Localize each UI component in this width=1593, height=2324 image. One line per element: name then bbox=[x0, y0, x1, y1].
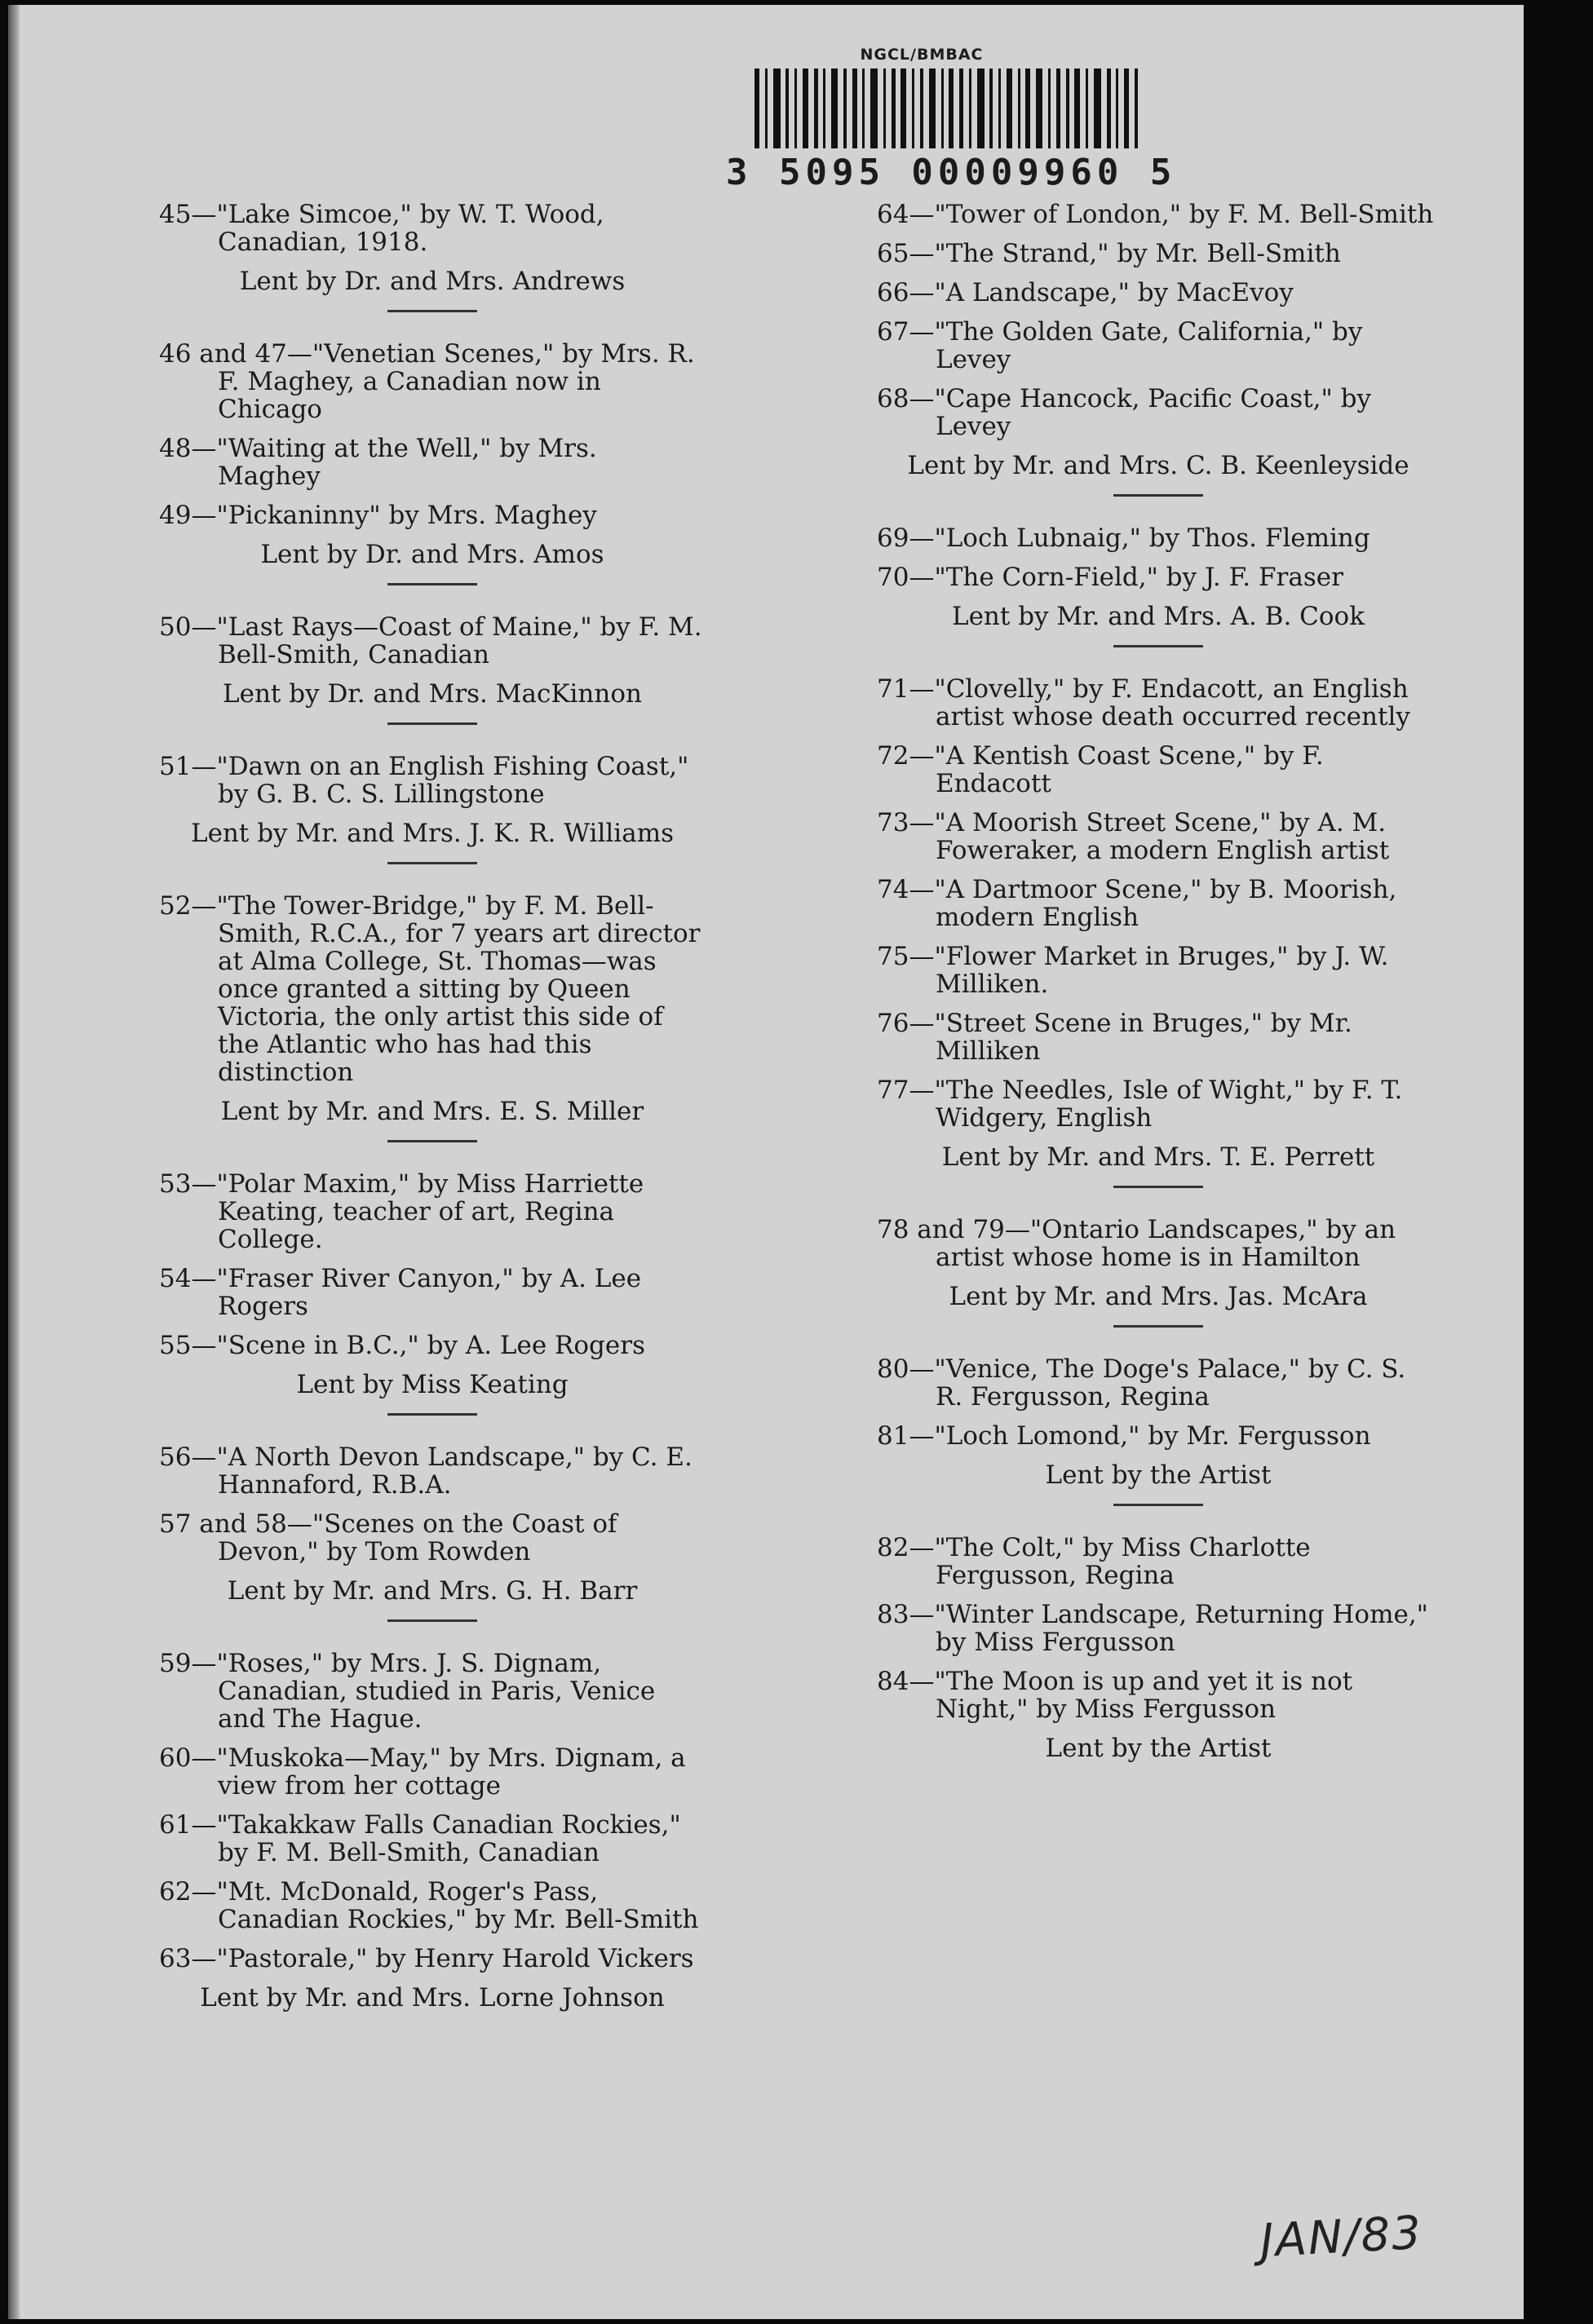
barcode-bar bbox=[1074, 68, 1080, 148]
barcode-bar bbox=[1036, 68, 1042, 148]
catalogue-entry: 52—"The Tower-Bridge," by F. M. Bell-Smith, R.C.A., for 7 years art director at Alma College, St. Thomas—was once granted a sitting by Queen Victoria, the only artist this side of the Atlantic who has had this distinction bbox=[159, 891, 701, 1087]
catalogue-entry: 65—"The Strand," by Mr. Bell-Smith bbox=[877, 239, 1341, 268]
right-column bbox=[877, 201, 1440, 1774]
barcode-bar bbox=[831, 68, 838, 148]
catalogue-entry: 75—"Flower Market in Bruges," by J. W. Milliken. bbox=[877, 942, 1389, 999]
barcode-bar bbox=[1094, 68, 1101, 148]
barcode-bar bbox=[843, 68, 847, 148]
lender-credit: Lent by the Artist bbox=[1045, 1460, 1272, 1490]
catalogue-entry: 69—"Loch Lubnaig," by Thos. Fleming bbox=[877, 524, 1370, 553]
catalogue-entry: 78 and 79—"Ontario Landscapes," by an artist whose home is in Hamilton bbox=[877, 1215, 1396, 1272]
barcode-bar bbox=[814, 68, 818, 148]
barcode-bar bbox=[1116, 68, 1118, 148]
section-divider bbox=[387, 310, 477, 312]
catalogue-entry: 74—"A Dartmoor Scene," by B. Moorish, modern English bbox=[877, 875, 1397, 932]
barcode-bar bbox=[1025, 68, 1030, 148]
section-divider bbox=[387, 722, 477, 725]
catalogue-entry: 83—"Winter Landscape, Returning Home," by Miss Fergusson bbox=[877, 1600, 1428, 1657]
barcode-bar bbox=[949, 68, 954, 148]
barcode-header: NGCL/BMBAC bbox=[860, 46, 984, 64]
catalogue-entry: 46 and 47—"Venetian Scenes," by Mrs. R. F. Maghey, a Canadian now in Chicago bbox=[159, 339, 695, 424]
catalogue-entry: 76—"Street Scene in Bruges," by Mr. Milliken bbox=[877, 1009, 1352, 1066]
barcode-bar bbox=[862, 68, 865, 148]
barcode-bar bbox=[1066, 68, 1069, 148]
barcode-bar bbox=[794, 68, 797, 148]
barcode-bar bbox=[883, 68, 886, 148]
barcode-bar bbox=[977, 68, 985, 148]
lender-credit: Lent by Mr. and Mrs. G. H. Barr bbox=[227, 1576, 638, 1606]
section-divider bbox=[387, 1619, 477, 1622]
catalogue-entry: 81—"Loch Lomond," by Mr. Fergusson bbox=[877, 1421, 1371, 1451]
catalogue-entry: 66—"A Landscape," by MacEvoy bbox=[877, 278, 1294, 307]
barcode-bar bbox=[998, 68, 1001, 148]
catalogue-entry: 51—"Dawn on an English Fishing Coast," by G. B. C. S. Lillingstone bbox=[159, 752, 689, 809]
barcode-bar bbox=[969, 68, 971, 148]
catalogue-entry: 53—"Polar Maxim," by Miss Harriette Keating, teacher of art, Regina College. bbox=[159, 1169, 644, 1254]
lender-credit: Lent by Mr. and Mrs. E. S. Miller bbox=[220, 1097, 644, 1126]
barcode-bar bbox=[1107, 68, 1111, 148]
section-divider bbox=[1113, 1504, 1203, 1506]
lender-credit: Lent by Mr. and Mrs. A. B. Cook bbox=[951, 602, 1365, 631]
left-column bbox=[159, 201, 706, 2023]
catalogue-entry: 80—"Venice, The Doge's Palace," by C. S. R. Fergusson, Regina bbox=[877, 1354, 1406, 1412]
lender-credit: Lent by Mr. and Mrs. Jas. McAra bbox=[949, 1282, 1368, 1311]
section-divider bbox=[387, 862, 477, 864]
barcode-bar bbox=[1135, 68, 1138, 148]
catalogue-entry: 71—"Clovelly," by F. Endacott, an English artist whose death occurred recently bbox=[877, 674, 1410, 731]
catalogue-page bbox=[8, 5, 1524, 2319]
catalogue-entry: 73—"A Moorish Street Scene," by A. M. Foweraker, a modern English artist bbox=[877, 808, 1390, 865]
lender-credit: Lent by Dr. and Mrs. Andrews bbox=[239, 267, 626, 296]
barcode-bar bbox=[929, 68, 936, 148]
lender-credit: Lent by Mr. and Mrs. Lorne Johnson bbox=[200, 1983, 665, 2013]
barcode-bar bbox=[892, 68, 896, 148]
catalogue-entry: 72—"A Kentish Coast Scene," by F. Endacott bbox=[877, 741, 1324, 798]
lender-credit: Lent by the Artist bbox=[1045, 1734, 1272, 1763]
barcode-bar bbox=[941, 68, 944, 148]
section-divider bbox=[1113, 1325, 1203, 1328]
barcode-bar bbox=[959, 68, 963, 148]
catalogue-entry: 50—"Last Rays—Coast of Maine," by F. M. Bell-Smith, Canadian bbox=[159, 612, 702, 669]
catalogue-entry: 77—"The Needles, Isle of Wight," by F. T. Widgery, English bbox=[877, 1076, 1403, 1133]
barcode-bar bbox=[920, 68, 923, 148]
catalogue-entry: 59—"Roses," by Mrs. J. S. Dignam, Canadian, studied in Paris, Venice and The Hague. bbox=[159, 1649, 656, 1734]
barcode-bar bbox=[823, 68, 825, 148]
barcode-bar bbox=[1124, 68, 1129, 148]
catalogue-entry: 49—"Pickaninny" by Mrs. Maghey bbox=[159, 501, 597, 530]
library-barcode bbox=[726, 46, 1177, 193]
lender-credit: Lent by Mr. and Mrs. C. B. Keenleyside bbox=[907, 451, 1409, 480]
catalogue-entry: 82—"The Colt," by Miss Charlotte Fergusson, Regina bbox=[877, 1533, 1311, 1590]
section-divider bbox=[387, 583, 477, 585]
catalogue-entry: 60—"Muskoka—May," by Mrs. Dignam, a view from her cottage bbox=[159, 1743, 686, 1800]
barcode-bar bbox=[1056, 68, 1060, 148]
catalogue-entry: 84—"The Moon is up and yet it is not Night," by Miss Fergusson bbox=[877, 1667, 1353, 1724]
catalogue-entry: 62—"Mt. McDonald, Roger's Pass, Canadian Rockies," by Mr. Bell-Smith bbox=[159, 1877, 699, 1934]
section-divider bbox=[1113, 645, 1203, 647]
catalogue-entry: 56—"A North Devon Landscape," by C. E. Hannaford, R.B.A. bbox=[159, 1443, 693, 1500]
handwritten-date-note: JAN/83 bbox=[1259, 2206, 1424, 2269]
catalogue-entry: 57 and 58—"Scenes on the Coast of Devon," by Tom Rowden bbox=[159, 1509, 617, 1566]
catalogue-entry: 64—"Tower of London," by F. M. Bell-Smith bbox=[877, 200, 1434, 229]
barcode-bar bbox=[765, 68, 768, 148]
catalogue-entry: 48—"Waiting at the Well," by Mrs. Maghey bbox=[159, 434, 597, 491]
barcode-bar bbox=[900, 68, 906, 148]
barcode-bar bbox=[1086, 68, 1088, 148]
catalogue-entry: 63—"Pastorale," by Henry Harold Vickers bbox=[159, 1944, 694, 1973]
barcode-bar bbox=[1048, 68, 1051, 148]
barcode-bar bbox=[912, 68, 914, 148]
barcode-bar bbox=[785, 68, 789, 148]
barcode-bar bbox=[803, 68, 808, 148]
barcode-bar bbox=[989, 68, 993, 148]
catalogue-entry: 55—"Scene in B.C.," by A. Lee Rogers bbox=[159, 1331, 645, 1360]
barcode-bars bbox=[754, 68, 1138, 148]
barcode-bar bbox=[870, 68, 878, 148]
barcode-bar bbox=[773, 68, 781, 148]
catalogue-entry: 70—"The Corn-Field," by J. F. Fraser bbox=[877, 563, 1343, 592]
lender-credit: Lent by Dr. and Mrs. Amos bbox=[260, 540, 604, 569]
catalogue-entry: 67—"The Golden Gate, California," by Levey bbox=[877, 317, 1363, 374]
catalogue-entry: 68—"Cape Hancock, Pacific Coast," by Levey bbox=[877, 384, 1371, 441]
section-divider bbox=[387, 1413, 477, 1416]
barcode-bar bbox=[852, 68, 857, 148]
lender-credit: Lent by Mr. and Mrs. T. E. Perrett bbox=[941, 1142, 1375, 1172]
barcode-bar bbox=[754, 68, 759, 148]
section-divider bbox=[1113, 494, 1203, 497]
lender-credit: Lent by Mr. and Mrs. J. K. R. Williams bbox=[190, 819, 674, 848]
catalogue-entry: 54—"Fraser River Canyon," by A. Lee Rogers bbox=[159, 1264, 642, 1321]
section-divider bbox=[387, 1140, 477, 1142]
catalogue-entry: 45—"Lake Simcoe," by W. T. Wood, Canadian, 1918. bbox=[159, 200, 604, 257]
barcode-bar bbox=[1007, 68, 1012, 148]
barcode-number: 3 5095 00009960 5 bbox=[726, 152, 1177, 193]
lender-credit: Lent by Miss Keating bbox=[296, 1370, 569, 1399]
barcode-bar bbox=[1018, 68, 1020, 148]
lender-credit: Lent by Dr. and Mrs. MacKinnon bbox=[223, 679, 642, 709]
catalogue-entry: 61—"Takakkaw Falls Canadian Rockies," by F. M. Bell-Smith, Canadian bbox=[159, 1810, 681, 1867]
section-divider bbox=[1113, 1186, 1203, 1188]
